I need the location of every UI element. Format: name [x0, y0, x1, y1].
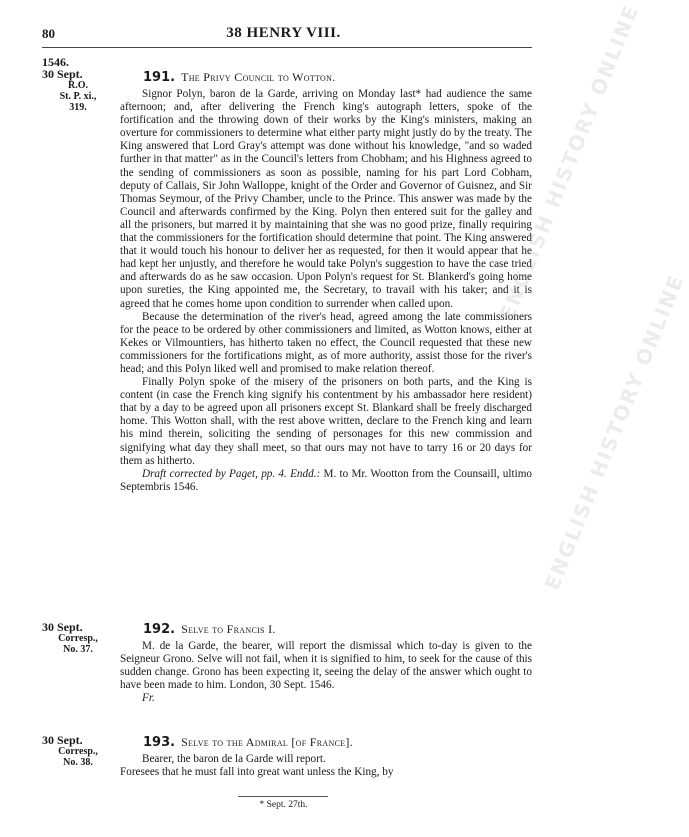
margin-date: 30 Sept. [42, 67, 83, 81]
margin-ref-source: Corresp., [58, 746, 98, 757]
entry-title: The Privy Council to Wotton. [181, 70, 336, 84]
watermark: ENGLISH HISTORY ONLINE [494, 0, 644, 324]
header-rule [42, 47, 532, 48]
entry-193-heading [143, 735, 353, 750]
margin-year: 1546. [42, 55, 69, 69]
entry-title: Selve to Francis I. [181, 622, 276, 636]
running-title: 38 HENRY VIII. [226, 25, 341, 41]
margin-date: 30 Sept. [42, 733, 83, 747]
paragraph: Because the determination of the river's head, agreed among the late commissioners for the peace to be ordered by other commissioners and limited, as Wotton knows, either at Kekes or Vilmountiers, has hitherto taken no effect, the Council requested that these new commissioners for the fortifications might, as of more authority, assist those for the river's head; and this Polyn liked well and promised to make relation thereof. [120, 310, 532, 375]
paragraph: M. de la Garde, the bearer, will report the dismissal which to-day is given to the Seigneur Grono. Selve will not fail, when it is signified to him, to seek for the cause of this sudden change. Grono has been expecting it, seeing the delay of the answer which ought to have been made to him. London, 30 Sept. 1546. [120, 640, 532, 692]
page-number: 80 [42, 26, 55, 41]
margin-ref-page: 319. [69, 102, 87, 113]
paragraph: Finally Polyn spoke of the misery of the prisoners on both parts, and the King is content (in case the French king signify his contentment by his ambassador here resident) that by a day to be agreed upon all prisoners except St. Blankard shall be freely discharged home. This Wotton shall, with the rest above written, declare to the French king and learn his mind therein, soliciting the sending of personages for this new commission and signifying what day they shall meet, so that ours may not have to tarry 16 or 20 days for them as hitherto. [120, 376, 532, 467]
margin-ref-number: No. 38. [63, 757, 93, 768]
watermark: ENGLISH HISTORY ONLINE [539, 270, 689, 594]
entry-number: 192. [143, 622, 176, 637]
entry-192-heading [143, 622, 276, 637]
entry-191-margin [42, 56, 114, 113]
margin-ref-source: Corresp., [58, 633, 98, 644]
note-italic: Draft corrected by Paget, pp. 4. Endd.: [142, 467, 321, 480]
entry-191-body [120, 88, 532, 494]
entry-number: 191. [143, 70, 176, 85]
margin-ref [42, 746, 114, 768]
entry-192-margin [42, 621, 114, 655]
margin-ref [42, 80, 114, 113]
entry-191-heading [143, 70, 336, 85]
entry-193-margin [42, 734, 114, 768]
paragraph: Signor Polyn, baron de la Garde, arriving on Monday last* had audience the same afternoon; and, after delivering the French king's autograph letters, spoke of the fortification and the throwing down of their works by the King's ministers, making an overture for commissioners to determine what either party might justly do by the treaty. The King answered that Lord Gray's attempt was done without his knowledge, "and so waded further in that matter" as in the Council's letters from Chobham; and his Highness agreed to the sending of commissioners as soon as possible, naming for his part Lord Cobham, deputy of Callais, Sir John Walloppe, knight of the Order and Governor of Guisnez, and Sir Thomas Seymour, of the Privy Chamber, uncle to the Prince. This answer was made by the Council and afterwards confirmed by the King. Polyn then entered suit for the galley and all the prisoners, but marred it by maintaining that she was no good prize, finally requiring that the commissioners for the fortification should determine that point. The King answered that it would touch his honour to deliver her as requested, for then it would appear that he had kept her unjustly, and therefore he would take Polyn's suggestion to have the case tried and afterwards do as he saw occasion. Upon Polyn's request for St. Blankerd's going home upon sureties, the King appointed me, the Secretary, to travail with his taker; and it is agreed that he comes home upon condition to surrender when called upon. [120, 88, 532, 310]
margin-ref-source: R.O. [68, 80, 88, 91]
footnote: * Sept. 27th. [259, 800, 308, 810]
entry-193-body [120, 753, 532, 779]
margin-date: 30 Sept. [42, 620, 83, 634]
language-note: Fr. [142, 692, 155, 705]
footnote-rule [238, 796, 328, 797]
note-plain: M. to Mr. Wootton from the Counsaill, ultimo Septembris 1546. [120, 467, 532, 493]
entry-title: Selve to the Admiral [of France]. [181, 735, 353, 749]
margin-ref-volume: St. P. xi., [59, 91, 97, 102]
paragraph: Foresees that he must fall into great want unless the King, by [120, 766, 394, 779]
paragraph: Bearer, the baron de la Garde will report. [142, 753, 326, 765]
endorsement-note [120, 468, 532, 494]
margin-ref-number: No. 37. [63, 644, 93, 655]
entry-192-body [120, 640, 532, 705]
entry-number: 193. [143, 735, 176, 750]
margin-ref [42, 633, 114, 655]
